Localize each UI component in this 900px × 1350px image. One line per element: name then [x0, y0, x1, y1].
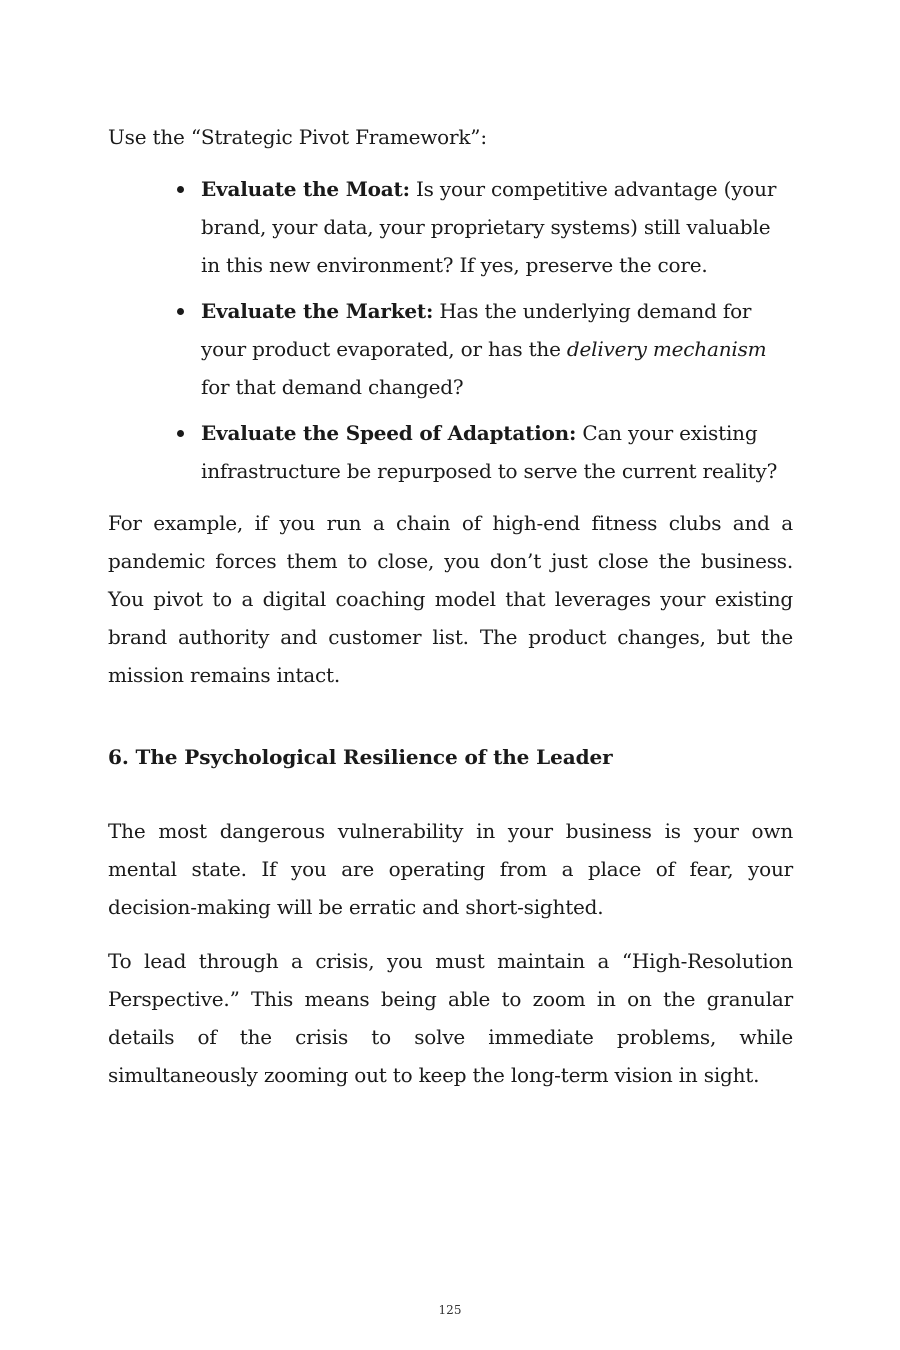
list-item-market: [201, 292, 793, 406]
list-item-lead: Evaluate the Market:: [201, 299, 434, 323]
intro-text: Use the “Strategic Pivot Framework”:: [108, 125, 487, 149]
body-paragraph: For example, if you run a chain of high-end fitness clubs and a pandemic forces them to close, you don’t just close the business. You pivot to a digital coaching model that leverages your existing brand authority and customer list. The product changes, but the mission remains intact.: [108, 511, 793, 687]
list-item-text: Is your competitive advantage (your brand, your data, your proprietary systems) still valuable in this new environment? If yes, preserve the core.: [201, 177, 777, 277]
framework-list: [108, 170, 793, 490]
page-number: 125: [438, 1303, 462, 1317]
body-paragraph: To lead through a crisis, you must maintain a “High-Resolution Perspective.” This means being able to zoom in on the granular details of the crisis to solve immediate problems, while simultaneously zooming out to keep the long-term vision in sight.: [108, 949, 793, 1087]
page-body: [108, 118, 793, 1094]
list-item-lead: Evaluate the Speed of Adaptation:: [201, 421, 577, 445]
body-paragraph: The most dangerous vulnerability in your business is your own mental state. If you are operating from a place of fear, your decision-making will be erratic and short-sighted.: [108, 819, 793, 919]
list-item-lead: Evaluate the Moat:: [201, 177, 410, 201]
list-item-text: for that demand changed?: [201, 375, 464, 399]
list-item-text: Has the underlying demand for your product evaporated, or has the: [201, 299, 752, 361]
list-item-moat: [201, 170, 793, 284]
list-item-speed: [201, 414, 793, 490]
list-item-emphasis: delivery mechanism: [566, 337, 767, 361]
list-item-text: Can your existing infrastructure be repurposed to serve the current reality?: [201, 421, 778, 483]
section-heading: 6. The Psychological Resilience of the Leader: [108, 745, 613, 769]
